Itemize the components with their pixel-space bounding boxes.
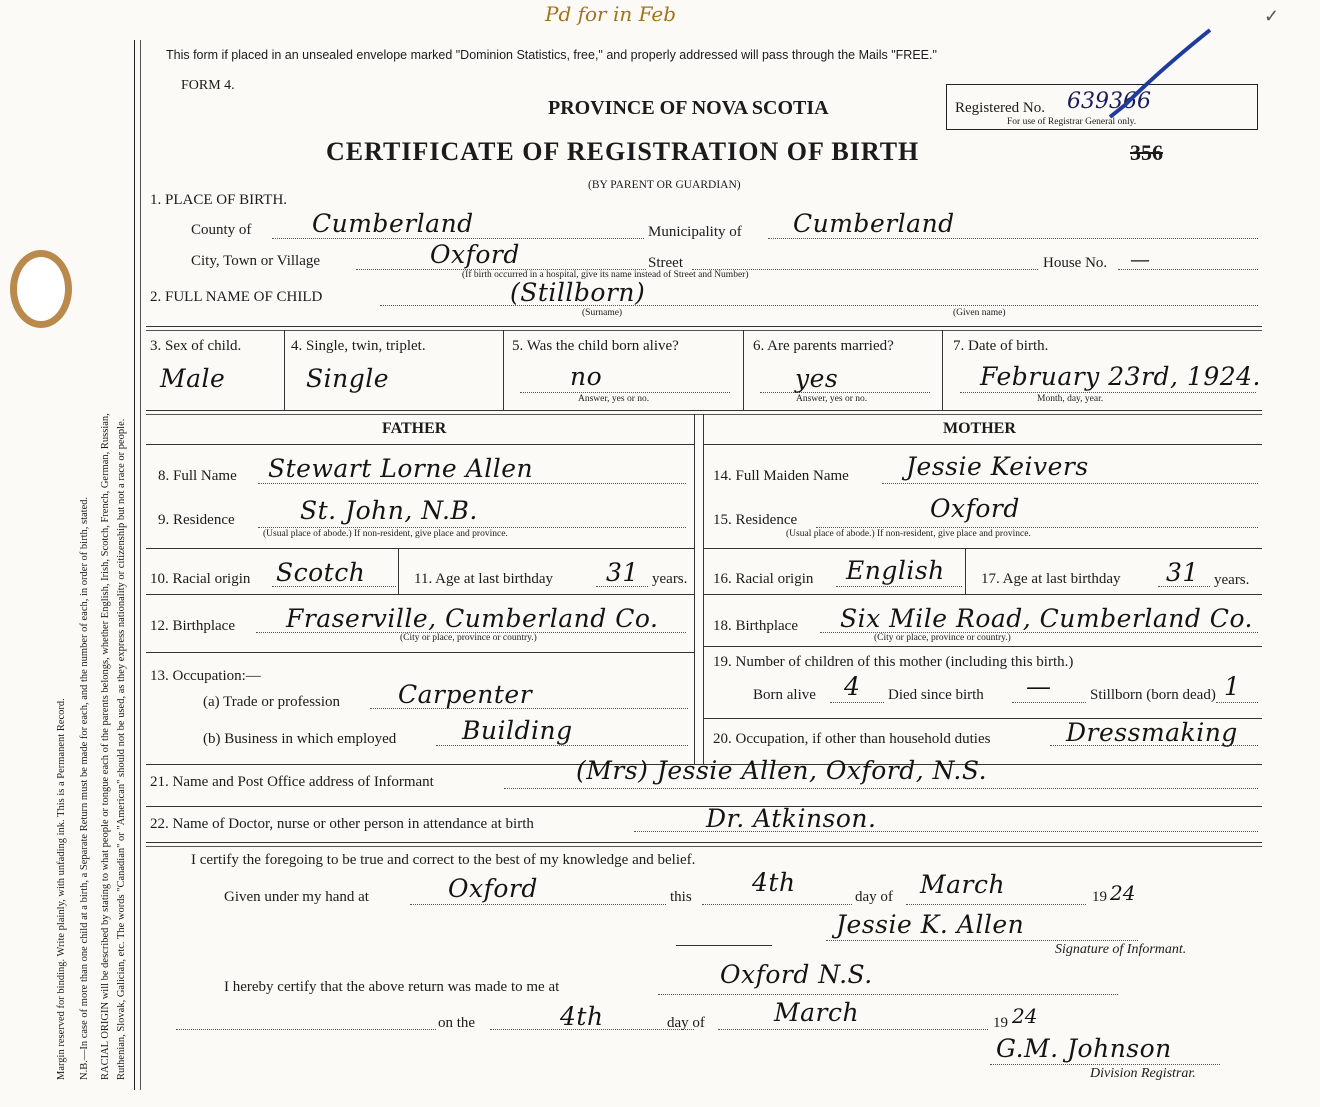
mother-birthplace-value: Six Mile Road, Cumberland Co.: [840, 604, 1253, 633]
city-value: Oxford: [430, 240, 520, 269]
date-of-birth-value: February 23rd, 1924.: [980, 362, 1261, 391]
born-alive-value: 4: [844, 672, 861, 701]
given-name-note: (Given name): [953, 308, 1006, 318]
father-name-value: Stewart Lorne Allen: [268, 454, 534, 483]
father-heading: FATHER: [382, 420, 447, 437]
registrar-signature: G.M. Johnson: [996, 1034, 1172, 1063]
mother-heading: MOTHER: [943, 420, 1016, 437]
surname-note: (Surname): [582, 308, 623, 318]
given-year-suffix: 24: [1110, 881, 1136, 905]
registrar-year-suffix: 24: [1012, 1004, 1038, 1028]
mother-racial-value: English: [846, 556, 945, 585]
binding-hole: [10, 250, 72, 328]
registered-number: 639366: [1067, 89, 1151, 114]
given-day-of-label: day of: [855, 889, 893, 905]
informant-signature-label: Signature of Informant.: [1055, 942, 1187, 957]
father-birthplace-note: (City or place, province or country.): [400, 633, 537, 643]
father-birthplace-label: 12. Birthplace: [150, 618, 235, 634]
mother-residence-note: (Usual place of abode.) If non-resident, give place and province.: [786, 529, 1031, 539]
father-age-value: 31: [606, 558, 639, 587]
province-heading: PROVINCE OF NOVA SCOTIA: [548, 97, 829, 119]
margin-note-2: N.B.—In case of more than one child at a birth, a Separate Return must be made for each, and the number of each, in order of birth, stated.: [79, 496, 90, 1080]
municipality-label: Municipality of: [648, 224, 742, 240]
mother-name-value: Jessie Keivers: [906, 452, 1089, 481]
mother-years-label: years.: [1214, 572, 1250, 588]
certify-statement: I certify the foregoing to be true and correct to the best of my knowledge and belief.: [191, 852, 696, 868]
registrar-day-of-label: day of: [667, 1015, 705, 1031]
county-value: Cumberland: [312, 209, 474, 238]
mother-occupation-value: Dressmaking: [1066, 718, 1238, 747]
house-value: —: [1130, 247, 1150, 271]
father-age-label: 11. Age at last birthday: [414, 571, 553, 587]
father-years-label: years.: [652, 571, 688, 587]
child-name-label: 2. FULL NAME OF CHILD: [150, 289, 323, 305]
father-racial-value: Scotch: [276, 558, 366, 587]
on-the-label: on the: [438, 1015, 476, 1031]
registered-note: For use of Registrar General only.: [1007, 117, 1137, 127]
child-name-value: (Stillborn): [510, 278, 646, 307]
father-birthplace-value: Fraserville, Cumberland Co.: [286, 604, 659, 633]
died-label: Died since birth: [888, 687, 984, 703]
given-month: March: [920, 870, 1006, 899]
margin-note-3: RACIAL ORIGIN will be described by stating to what people or tongue each of the parents belongs, whether English, Irish, Scotch, French, German, Russian,: [100, 413, 111, 1080]
form-number: FORM 4.: [181, 78, 235, 93]
parents-married-note: Answer, yes or no.: [796, 394, 868, 404]
given-label: Given under my hand at: [224, 889, 369, 905]
mother-residence-value: Oxford: [930, 494, 1020, 523]
county-label: County of: [191, 222, 252, 238]
house-label: House No.: [1043, 255, 1108, 271]
plurality-value: Single: [306, 364, 390, 393]
father-trade-label: (a) Trade or profession: [203, 694, 341, 710]
mother-children-label: 19. Number of children of this mother (including this birth.): [713, 654, 1074, 670]
street-label: Street: [648, 255, 683, 271]
margin-rule-inner: [140, 40, 141, 1090]
died-value: —: [1026, 672, 1052, 701]
registered-label: Registered No.: [955, 100, 1045, 116]
registrar-signature-label: Division Registrar.: [1090, 1066, 1196, 1081]
plurality-label: 4. Single, twin, triplet.: [291, 338, 426, 354]
given-year-prefix: 19: [1092, 889, 1107, 905]
mother-racial-label: 16. Racial origin: [713, 571, 814, 587]
top-note: Pd for in Feb: [545, 2, 677, 26]
stillborn-value: 1: [1224, 672, 1241, 701]
margin-rule: [134, 40, 135, 1090]
mother-name-label: 14. Full Maiden Name: [713, 468, 849, 484]
sex-value: Male: [160, 364, 226, 393]
father-residence-note: (Usual place of abode.) If non-resident, give place and province.: [263, 529, 508, 539]
mailing-note: This form if placed in an unsealed envelope marked "Dominion Statistics, free," and properly addressed will pass through the Mails "FREE.": [166, 48, 937, 62]
informant-value: (Mrs) Jessie Allen, Oxford, N.S.: [576, 756, 988, 785]
mother-residence-label: 15. Residence: [713, 512, 798, 528]
given-place: Oxford: [448, 874, 538, 903]
father-residence-value: St. John, N.B.: [300, 496, 478, 525]
father-business-label: (b) Business in which employed: [203, 731, 397, 747]
registrar-year-prefix: 19: [993, 1015, 1008, 1031]
check-mark: ✓: [1264, 6, 1280, 26]
born-alive-question-label: 5. Was the child born alive?: [512, 338, 679, 354]
date-of-birth-label: 7. Date of birth.: [953, 338, 1049, 354]
born-alive-label: Born alive: [753, 687, 816, 703]
mother-age-value: 31: [1166, 558, 1199, 587]
date-of-birth-note: Month, day, year.: [1037, 394, 1104, 404]
stillborn-label: Stillborn (born dead): [1090, 687, 1216, 703]
mother-birthplace-label: 18. Birthplace: [713, 618, 798, 634]
margin-note-4: Ruthenian, Slovak, Galician, etc. The words "Canadian" or "American" should not be used, as they express nationality or citizenship but not a race or people.: [116, 418, 127, 1080]
municipality-value: Cumberland: [793, 209, 955, 238]
father-trade-value: Carpenter: [398, 680, 533, 709]
informant-signature: Jessie K. Allen: [836, 910, 1025, 939]
registrar-place: Oxford N.S.: [720, 960, 873, 989]
registrar-day: 4th: [560, 1002, 604, 1031]
title-struck-number: 356: [1130, 140, 1163, 165]
father-occupation-label: 13. Occupation:—: [150, 668, 261, 684]
blue-check-stroke: [1100, 25, 1220, 125]
doctor-label: 22. Name of Doctor, nurse or other person in attendance at birth: [150, 816, 534, 832]
parents-married-value: yes: [795, 364, 839, 393]
born-alive-note: Answer, yes or no.: [578, 394, 650, 404]
parents-married-label: 6. Are parents married?: [753, 338, 894, 354]
city-label: City, Town or Village: [191, 253, 321, 269]
given-day: 4th: [752, 868, 796, 897]
informant-label: 21. Name and Post Office address of Informant: [150, 774, 434, 790]
certificate-subtitle: (BY PARENT OR GUARDIAN): [588, 179, 741, 191]
father-racial-label: 10. Racial origin: [150, 571, 251, 587]
father-business-value: Building: [462, 716, 573, 745]
sex-label: 3. Sex of child.: [150, 338, 242, 354]
born-alive-question-value: no: [570, 362, 603, 391]
this-label: this: [670, 889, 692, 905]
father-residence-label: 9. Residence: [158, 512, 235, 528]
place-of-birth-heading: 1. PLACE OF BIRTH.: [150, 192, 288, 208]
margin-note-1: Margin reserved for binding. Write plainly, with unfading ink. This is a Permanent Record.: [56, 698, 67, 1080]
doctor-value: Dr. Atkinson.: [706, 804, 877, 833]
hospital-note: (If birth occurred in a hospital, give its name instead of Street and Number): [462, 270, 749, 280]
mother-birthplace-note: (City or place, province or country.): [874, 633, 1011, 643]
mother-occupation-label: 20. Occupation, if other than household duties: [713, 731, 991, 747]
registrar-month: March: [774, 998, 860, 1027]
father-name-label: 8. Full Name: [158, 468, 237, 484]
registrar-statement: I hereby certify that the above return was made to me at: [224, 979, 560, 995]
certificate-title: CERTIFICATE OF REGISTRATION OF BIRTH: [326, 137, 920, 166]
mother-age-label: 17. Age at last birthday: [981, 571, 1121, 587]
